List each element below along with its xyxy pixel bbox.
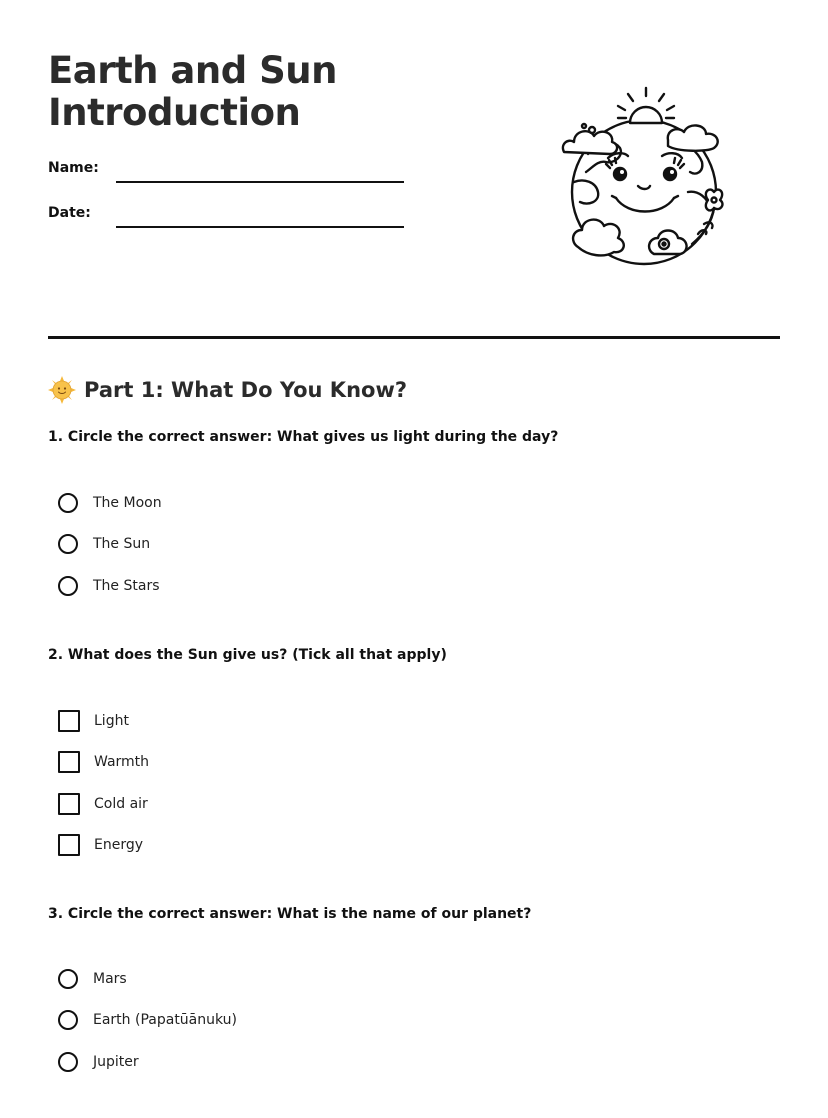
name-input-line[interactable] xyxy=(116,181,404,183)
option-label: Cold air xyxy=(94,795,148,812)
name-field xyxy=(48,160,408,190)
earth-sun-cartoon-icon xyxy=(558,82,728,267)
question-2: 2. What does the Sun give us? (Tick all that apply) xyxy=(48,647,447,663)
option-cold-air[interactable] xyxy=(58,783,149,825)
option-label: The Stars xyxy=(93,577,160,594)
question-3: 3. Circle the correct answer: What is the name of our planet? xyxy=(48,906,532,922)
radio-circle[interactable] xyxy=(58,576,78,596)
checkbox[interactable] xyxy=(58,751,80,773)
option-mars[interactable] xyxy=(58,958,237,1000)
question-3-options xyxy=(58,958,237,1083)
question-1-options xyxy=(58,482,162,607)
option-light[interactable] xyxy=(58,700,149,742)
option-label: The Sun xyxy=(93,536,151,553)
option-label: Warmth xyxy=(94,754,150,771)
option-earth[interactable] xyxy=(58,1000,237,1042)
option-label: Earth (Papatūānuku) xyxy=(93,1012,238,1029)
page-title xyxy=(48,50,337,134)
checkbox[interactable] xyxy=(58,710,80,732)
title-line-1: Earth and Sun xyxy=(48,49,337,92)
radio-circle[interactable] xyxy=(58,1052,78,1072)
option-jupiter[interactable] xyxy=(58,1041,237,1083)
option-warmth[interactable] xyxy=(58,742,149,784)
question-2-options xyxy=(58,700,149,866)
option-energy[interactable] xyxy=(58,825,149,867)
name-label: Name: xyxy=(48,160,99,176)
option-the-stars[interactable] xyxy=(58,565,162,607)
option-label: The Moon xyxy=(93,494,162,511)
radio-circle[interactable] xyxy=(58,1010,78,1030)
option-label: Light xyxy=(94,712,129,729)
sun-emoji-icon xyxy=(48,376,76,404)
part1-heading xyxy=(48,374,407,406)
question-1: 1. Circle the correct answer: What gives us light during the day? xyxy=(48,429,559,445)
checkbox[interactable] xyxy=(58,793,80,815)
radio-circle[interactable] xyxy=(58,493,78,513)
date-input-line[interactable] xyxy=(116,226,404,228)
section-divider xyxy=(48,336,780,339)
radio-circle[interactable] xyxy=(58,969,78,989)
title-line-2: Introduction xyxy=(48,91,301,134)
option-the-sun[interactable] xyxy=(58,524,162,566)
part1-title: Part 1: What Do You Know? xyxy=(84,378,408,402)
option-label: Energy xyxy=(94,837,144,854)
radio-circle[interactable] xyxy=(58,534,78,554)
date-label: Date: xyxy=(48,205,91,221)
checkbox[interactable] xyxy=(58,834,80,856)
option-label: Jupiter xyxy=(93,1053,139,1070)
date-field xyxy=(48,205,408,235)
option-the-moon[interactable] xyxy=(58,482,162,524)
option-label: Mars xyxy=(93,970,127,987)
